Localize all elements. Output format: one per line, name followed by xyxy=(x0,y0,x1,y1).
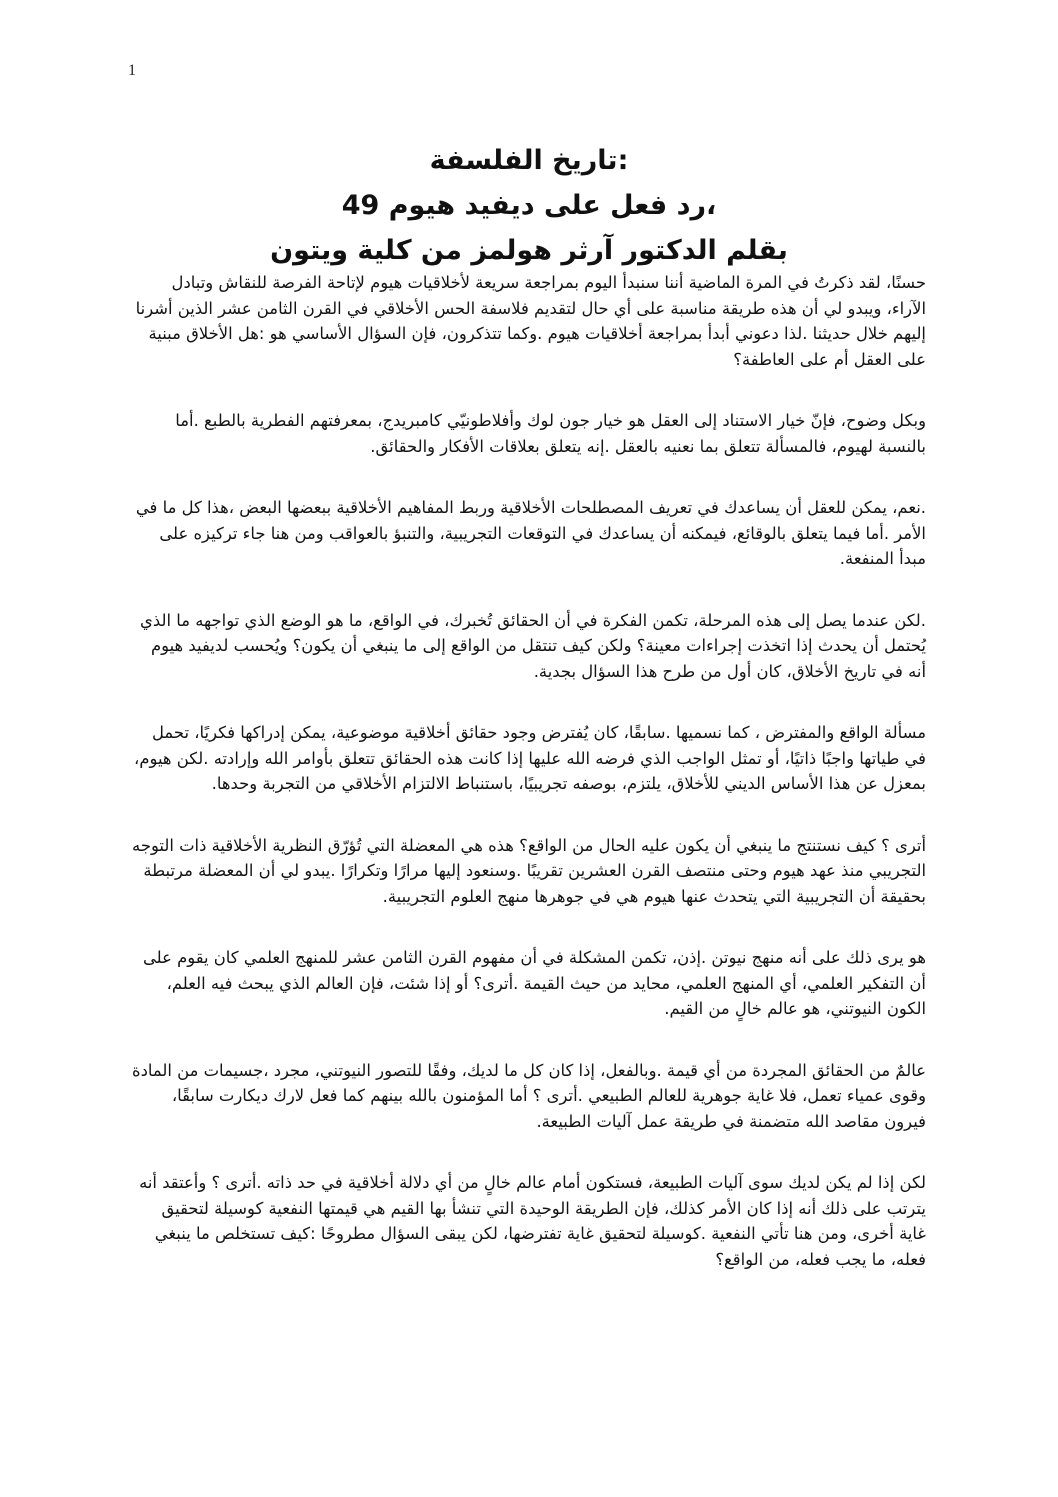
paragraph-5: مسألة الواقع والمفترض ، كما نسميها .سابقًا، كان يُفترض وجود حقائق أخلاقية موضوعية، يمكن إدراكها فكريًا، تحمل في طياتها واجبًا ذاتيًا، أو تمثل الواجب الذي فرضه الله عليها إذا كانت هذه الحقائق تتعلق بأوامر الله وإرادته .لكن هيوم، بمعزل عن هذا الأساس الديني للأخلاق، يلتزم، بوصفه تجريبيًا، باستنباط الالتزام الأخلاقي من التجربة وحدها. xyxy=(134,723,926,793)
paragraph-1: حسنًا، لقد ذكرتُ في المرة الماضية أننا سنبدأ اليوم بمراجعة سريعة لأخلاقيات هيوم لإتاحة الفرصة للنقاش وتبادل الآراء، ويبدو لي أن هذه طريقة مناسبة على أي حال لتقديم فلاسفة الحس الأخلاقي في القرن الثامن عشر الذين أشرنا إليهم خلال حديثنا .لذا دعوني أبدأ بمراجعة أخلاقيات هيوم .وكما تتذكرون، فإن السؤال الأساسي هو :هل الأخلاق مبنية على العقل أم على العاطفة؟ xyxy=(135,273,926,369)
page-number: 1 xyxy=(128,62,136,79)
document-title xyxy=(140,138,918,273)
title-line-3: بقلم الدكتور آرثر هولمز من كلية ويتون xyxy=(270,235,788,266)
paragraph-6: أترى ؟ كيف نستنتج ما ينبغي أن يكون عليه الحال من الواقع؟ هذه هي المعضلة التي تُؤرّق النظرية الأخلاقية ذات التوجه التجريبي منذ عهد هيوم وحتى منتصف القرن العشرين تقريبًا .وسنعود إليها مرارًا وتكرارًا .يبدو لي أن المعضلة مرتبطة بحقيقة أن التجريبية التي يتحدث عنها هيوم هي في جوهرها منهج العلوم التجريبية. xyxy=(132,835,926,906)
paragraph-4: .لكن عندما يصل إلى هذه المرحلة، تكمن الفكرة في أن الحقائق تُخبرك، في الواقع، ما هو الوضع الذي تواجهه ما الذي يُحتمل أن يحدث إذا اتخذت إجراءات معينة؟ ولكن كيف تنتقل من الواقع إلى ما ينبغي أن يكون؟ ويُحسب لديفيد هيوم أنه في تاريخ الأخلاق، كان أول من طرح هذا السؤال بجدية. xyxy=(140,610,926,681)
title-line-2: ،رد فعل على ديفيد هيوم 49 xyxy=(341,190,717,221)
paragraph-8: عالمٌ من الحقائق المجردة من أي قيمة .وبالفعل، إذا كان كل ما لديك، وفقًا للتصور النيوتني، مجرد ،جسيمات من المادة وقوى عمياء تعمل، فلا غاية جوهرية للعالم الطبيعي .أترى ؟ أما المؤمنون بالله بينهم كما فعل لارك ديكارت سابقًا، فيرون مقاصد الله متضمنة في طريقة عمل آليات الطبيعة. xyxy=(132,1060,926,1131)
paragraph-7: هو يرى ذلك على أنه منهج نيوتن .إذن، تكمن المشكلة في أن مفهوم القرن الثامن عشر للمنهج العلمي كان يقوم على أن التفكير العلمي، أي المنهج العلمي، محايد من حيث القيمة .أترى؟ أو إذا شئت، فإن العالم الذي يبحث فيه العلم، الكون النيوتني، هو عالم خالٍ من القيم. xyxy=(143,948,926,1018)
paragraph-9: لكن إذا لم يكن لديك سوى آليات الطبيعة، فستكون أمام عالم خالٍ من أي دلالة أخلاقية في حد ذاته .أترى ؟ وأعتقد أنه يترتب على ذلك أنه إذا كان الأمر كذلك، فإن الطريقة الوحيدة التي تنشأ بها القيم هي قيمتها النفعية كوسيلة لتحقيق غاية أخرى، ومن هنا تأتي النفعية .كوسيلة لتحقيق غاية تفترضها، لكن يبقى السؤال مطروحًا :كيف تستخلص ما ينبغي فعله، ما يجب فعله، من الواقع؟ xyxy=(139,1173,926,1269)
paragraph-2: وبكل وضوح، فإنّ خيار الاستناد إلى العقل هو خيار جون لوك وأفلاطونيّي كامبريدج، بمعرفتهم الفطرية بالطبع .أما بالنسبة لهيوم، فالمسألة تتعلق بما نعنيه بالعقل .إنه يتعلق بعلاقات الأفكار والحقائق. xyxy=(175,411,926,456)
title-line-1: :تاريخ الفلسفة xyxy=(429,145,629,176)
document-body xyxy=(132,270,926,1308)
paragraph-3: .نعم، يمكن للعقل أن يساعدك في تعريف المصطلحات الأخلاقية وربط المفاهيم الأخلاقية ببعضها البعض ،هذا كل ما في الأمر .أما فيما يتعلق بالوقائع، فيمكنه أن يساعدك في التوقعات التجريبية، والتنبؤ بالعواقب ومن هنا جاء تركيزه على مبدأ المنفعة. xyxy=(135,498,926,568)
